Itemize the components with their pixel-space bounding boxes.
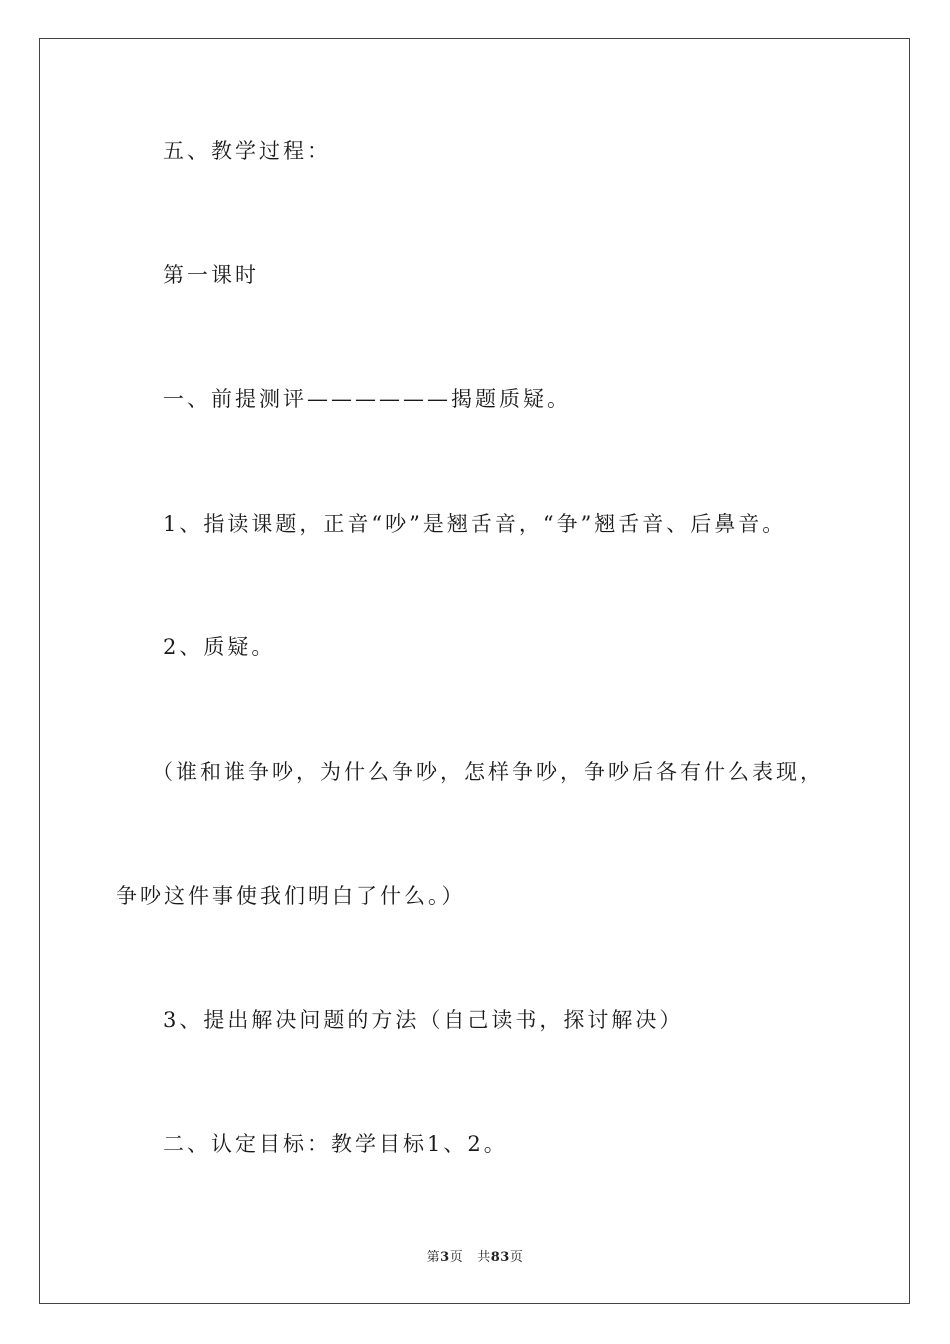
footer-page-unit: 页 bbox=[449, 1250, 464, 1265]
paragraph: 五、教学过程： bbox=[163, 139, 331, 163]
footer-prefix: 第 bbox=[426, 1250, 441, 1265]
paragraph: 二、认定目标：教学目标1、2。 bbox=[163, 1132, 508, 1156]
page-footer bbox=[0, 1246, 950, 1265]
paragraph: 2、质疑。 bbox=[163, 635, 276, 659]
total-pages-number: 83 bbox=[490, 1250, 510, 1265]
footer-total-prefix: 共 bbox=[477, 1250, 491, 1265]
paragraph: 一、前提测评——————揭题质疑。 bbox=[163, 387, 571, 411]
paragraph: 争吵这件事使我们明白了什么。） bbox=[116, 884, 466, 908]
paragraph: 1、指读课题，正音“吵”是翘舌音，“争”翘舌音、后鼻音。 bbox=[163, 512, 787, 536]
paragraph: 3、提出解决问题的方法（自己读书，探讨解决） bbox=[163, 1008, 684, 1032]
current-page-number: 3 bbox=[440, 1250, 450, 1265]
paragraph: （谁和谁争吵，为什么争吵，怎样争吵，争吵后各有什么表现， bbox=[152, 760, 824, 784]
paragraph: 第一课时 bbox=[163, 263, 259, 287]
page-frame bbox=[39, 38, 910, 1304]
footer-total-unit: 页 bbox=[509, 1250, 524, 1265]
